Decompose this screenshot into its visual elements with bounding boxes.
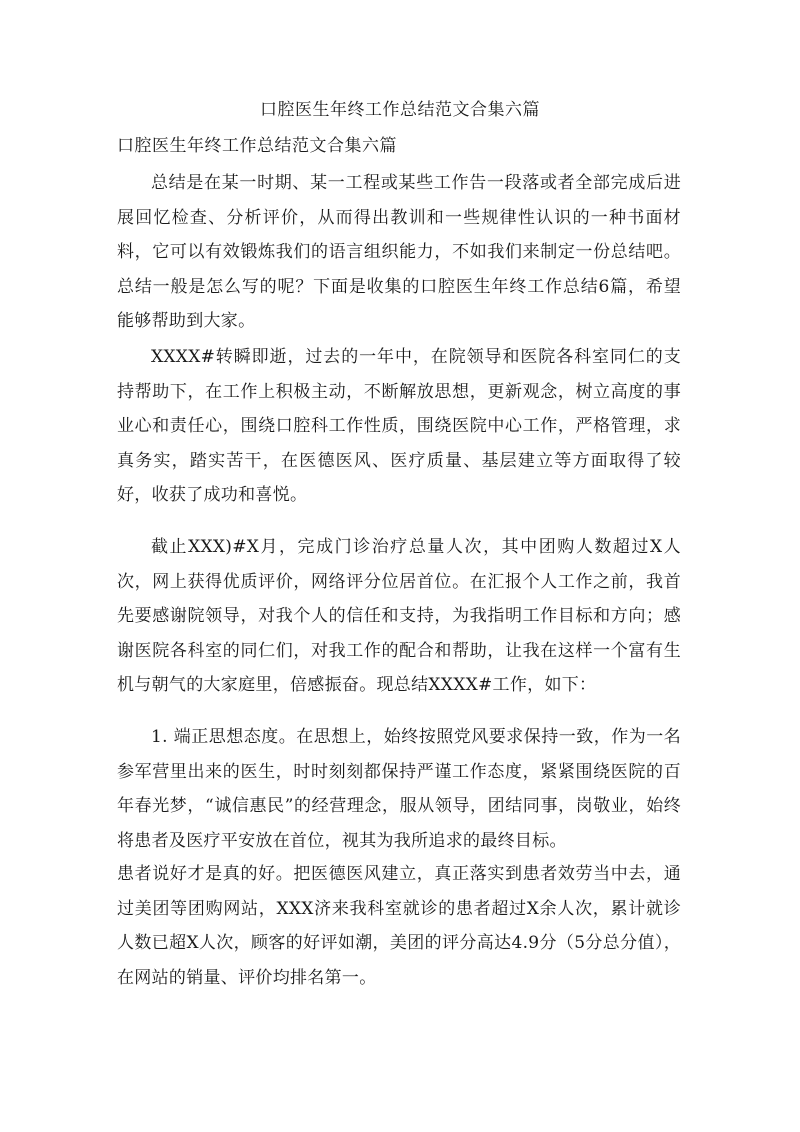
document-subtitle: 口腔医生年终工作总结范文合集六篇: [117, 136, 397, 156]
paragraph-patient-feedback: 患者说好才是真的好。把医德医风建立，真正落实到患者效劳当中去，通过美团等团购网站，XXX济来我科室就诊的患者超过X余人次，累计就诊人数已超X人次，顾客的好评如潮，美团的评分高达4.9分（5分总分值），在网站的销量、评价均排名第一。: [117, 864, 681, 988]
paragraph-statistics: 截止XXX)#X月，完成门诊治疗总量人次，其中团购人数超过X人次，网上获得优质评价，网络评分位居首位。在汇报个人工作之前，我首先要感谢院领导，对我个人的信任和支持，为我指明工作目标和方向；感谢医院各科室的同仁们，对我工作的配合和帮助，让我在这样一个富有生机与朝气的大家庭里，倍感振奋。现总结XXXX#工作，如下：: [117, 537, 681, 695]
document-title: 口腔医生年终工作总结范文合集六篇: [260, 100, 540, 120]
paragraph-year-review: XXXX#转瞬即逝，过去的一年中，在院领导和医院各科室同仁的支持帮助下，在工作上积极主动，不断解放思想，更新观念，树立高度的事业心和责任心，围绕口腔科工作性质，围绕医院中心工作，严格管理，求真务实，踏实苦干，在医德医风、医疗质量、基层建立等方面取得了较好，收获了成功和喜悦。: [117, 347, 681, 505]
paragraph-intro: 总结是在某一时期、某一工程或某些工作告一段落或者全部完成后进展回忆检查、分析评价，从而得出教训和一些规律性认识的一种书面材料，它可以有效锻炼我们的语言组织能力，不如我们来制定一份总结吧。总结一般是怎么写的呢？下面是收集的口腔医生年终工作总结6篇，希望能够帮助到大家。: [117, 173, 681, 331]
paragraph-attitude: 1. 端正思想态度。在思想上，始终按照党风要求保持一致，作为一名参军营里出来的医生，时时刻刻都保持严谨工作态度，紧紧围绕医院的百年春光梦，“诚信惠民”的经营理念，服从领导，团结同事，岗敬业，始终将患者及医疗平安放在首位，视其为我所追求的最终目标。: [117, 727, 681, 851]
